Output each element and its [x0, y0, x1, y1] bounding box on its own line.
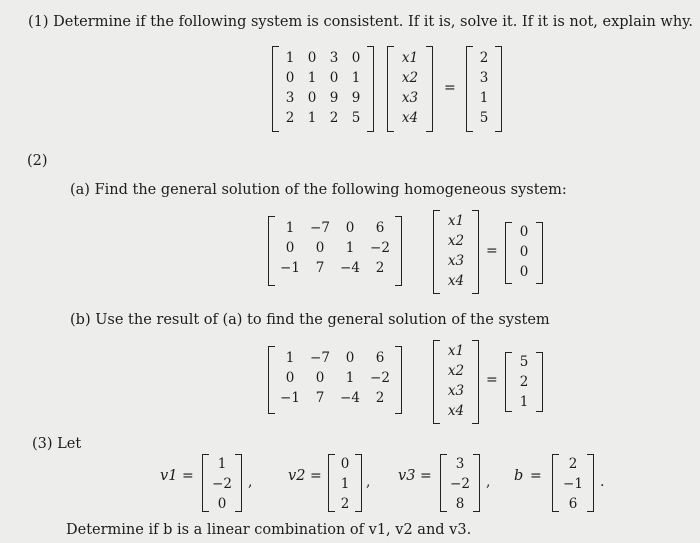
p1-matrix-cell-3-0: 2: [285, 110, 295, 126]
v2-entry-1: 1: [340, 476, 350, 492]
v2-entry-0: 0: [340, 456, 350, 472]
p1-rhs-entry-1: 3: [479, 70, 489, 86]
p2b-var-entry-1: x2: [447, 363, 465, 379]
b-vector: [552, 454, 594, 512]
v2-name: v2: [288, 468, 306, 484]
problem2a-rhs-vector: [505, 222, 543, 284]
p2a-matrix-cell-2-3: 2: [375, 260, 385, 276]
p2b-matrix-cell-1-1: 0: [315, 370, 325, 386]
p1-var-entry-0: x1: [401, 50, 419, 66]
p2b-matrix-cell-0-2: 0: [345, 350, 355, 366]
p2a-matrix-cell-1-0: 0: [285, 240, 295, 256]
problem2a-equals-sign: =: [486, 243, 498, 259]
p2a-var-entry-2: x3: [447, 253, 465, 269]
p1-matrix-cell-1-0: 0: [285, 70, 295, 86]
problem2b-equals-sign: =: [486, 372, 498, 388]
p1-var-entry-3: x4: [401, 110, 419, 126]
p2a-matrix-cell-0-3: 6: [375, 220, 385, 236]
v1-equals-sign: =: [182, 468, 194, 484]
p1-matrix-cell-2-2: 9: [329, 90, 339, 106]
p2b-matrix-cell-1-2: 1: [345, 370, 355, 386]
v3-entry-2: 8: [455, 496, 465, 512]
problem2b-text: (b) Use the result of (a) to find the general solution of the system: [70, 312, 550, 328]
p1-rhs-entry-0: 2: [479, 50, 489, 66]
p1-rhs-entry-2: 1: [479, 90, 489, 106]
p2b-matrix-cell-2-2: −4: [340, 390, 360, 406]
v3-equals-sign: =: [420, 468, 432, 484]
p1-matrix-cell-1-1: 1: [307, 70, 317, 86]
p2b-matrix-cell-2-1: 7: [315, 390, 325, 406]
p1-matrix-cell-2-3: 9: [351, 90, 361, 106]
v3-name: v3: [398, 468, 416, 484]
problem2b-variable-vector: [433, 340, 479, 424]
problem1-equals-sign: =: [444, 80, 456, 96]
p2b-matrix-cell-0-3: 6: [375, 350, 385, 366]
p1-matrix-cell-1-3: 1: [351, 70, 361, 86]
b-entry-2: 6: [568, 496, 578, 512]
p1-matrix-cell-3-3: 5: [351, 110, 361, 126]
problem2a-text: (a) Find the general solution of the following homogeneous system:: [70, 182, 567, 198]
b-entry-1: −1: [563, 476, 583, 492]
p1-matrix-cell-0-3: 0: [351, 50, 361, 66]
p2a-matrix-cell-0-2: 0: [345, 220, 355, 236]
p2a-matrix-cell-2-1: 7: [315, 260, 325, 276]
p2b-var-entry-2: x3: [447, 383, 465, 399]
p2b-rhs-entry-0: 5: [519, 354, 529, 370]
problem2b-rhs-vector: [505, 352, 543, 412]
v1-name: v1: [160, 468, 178, 484]
problem1-rhs-vector: [466, 46, 502, 132]
p2b-matrix-cell-0-0: 1: [285, 350, 295, 366]
p2b-matrix-cell-2-0: −1: [280, 390, 300, 406]
p2a-matrix-cell-2-2: −4: [340, 260, 360, 276]
period: .: [600, 474, 605, 490]
v3-entry-0: 3: [455, 456, 465, 472]
p2b-var-entry-0: x1: [447, 343, 465, 359]
p1-var-entry-2: x3: [401, 90, 419, 106]
p2b-var-entry-3: x4: [447, 403, 465, 419]
p1-matrix-cell-2-0: 3: [285, 90, 295, 106]
comma-3: ,: [486, 474, 491, 490]
p2a-var-entry-3: x4: [447, 273, 465, 289]
v3-vector: [440, 454, 480, 512]
p2a-matrix-cell-1-2: 1: [345, 240, 355, 256]
p2b-matrix-cell-1-3: −2: [370, 370, 390, 386]
p1-matrix-cell-3-2: 2: [329, 110, 339, 126]
p2a-rhs-entry-2: 0: [519, 264, 529, 280]
comma-2: ,: [366, 474, 371, 490]
p2a-rhs-entry-0: 0: [519, 224, 529, 240]
problem2b-coefficient-matrix: [268, 346, 402, 414]
p1-matrix-cell-0-1: 0: [307, 50, 317, 66]
p1-matrix-cell-3-1: 1: [307, 110, 317, 126]
problem3-question: Determine if b is a linear combination of v1, v2 and v3.: [66, 522, 472, 538]
v3-entry-1: −2: [450, 476, 470, 492]
p2a-matrix-cell-0-1: −7: [310, 220, 330, 236]
p2b-rhs-entry-1: 2: [519, 374, 529, 390]
problem2a-variable-vector: [433, 210, 479, 294]
p2b-rhs-entry-2: 1: [519, 394, 529, 410]
comma-1: ,: [248, 474, 253, 490]
p1-rhs-entry-3: 5: [479, 110, 489, 126]
p2b-matrix-cell-1-0: 0: [285, 370, 295, 386]
p2a-matrix-cell-1-1: 0: [315, 240, 325, 256]
v2-vector: [328, 454, 362, 512]
p1-matrix-cell-0-0: 1: [285, 50, 295, 66]
p2a-matrix-cell-0-0: 1: [285, 220, 295, 236]
v1-vector: [202, 454, 242, 512]
p2a-rhs-entry-1: 0: [519, 244, 529, 260]
p1-matrix-cell-0-2: 3: [329, 50, 339, 66]
b-name: b: [514, 468, 524, 484]
p2a-matrix-cell-1-3: −2: [370, 240, 390, 256]
v1-entry-0: 1: [217, 456, 227, 472]
problem1-variable-vector: [387, 46, 433, 132]
p2a-var-entry-1: x2: [447, 233, 465, 249]
b-entry-0: 2: [568, 456, 578, 472]
problem3-label: (3) Let: [32, 436, 82, 452]
v2-entry-2: 2: [340, 496, 350, 512]
p2b-matrix-cell-0-1: −7: [310, 350, 330, 366]
problem2-label: (2): [27, 153, 48, 169]
p2a-matrix-cell-2-0: −1: [280, 260, 300, 276]
p2a-var-entry-0: x1: [447, 213, 465, 229]
v2-equals-sign: =: [310, 468, 322, 484]
problem1-heading: (1) Determine if the following system is consistent. If it is, solve it. If it is not, explain why.: [28, 14, 694, 30]
p1-matrix-cell-1-2: 0: [329, 70, 339, 86]
problem2a-coefficient-matrix: [268, 216, 402, 286]
b-equals-sign: =: [530, 468, 542, 484]
p1-matrix-cell-2-1: 0: [307, 90, 317, 106]
v1-entry-1: −2: [212, 476, 232, 492]
v1-entry-2: 0: [217, 496, 227, 512]
p2b-matrix-cell-2-3: 2: [375, 390, 385, 406]
problem1-coefficient-matrix: [272, 46, 374, 132]
p1-var-entry-1: x2: [401, 70, 419, 86]
